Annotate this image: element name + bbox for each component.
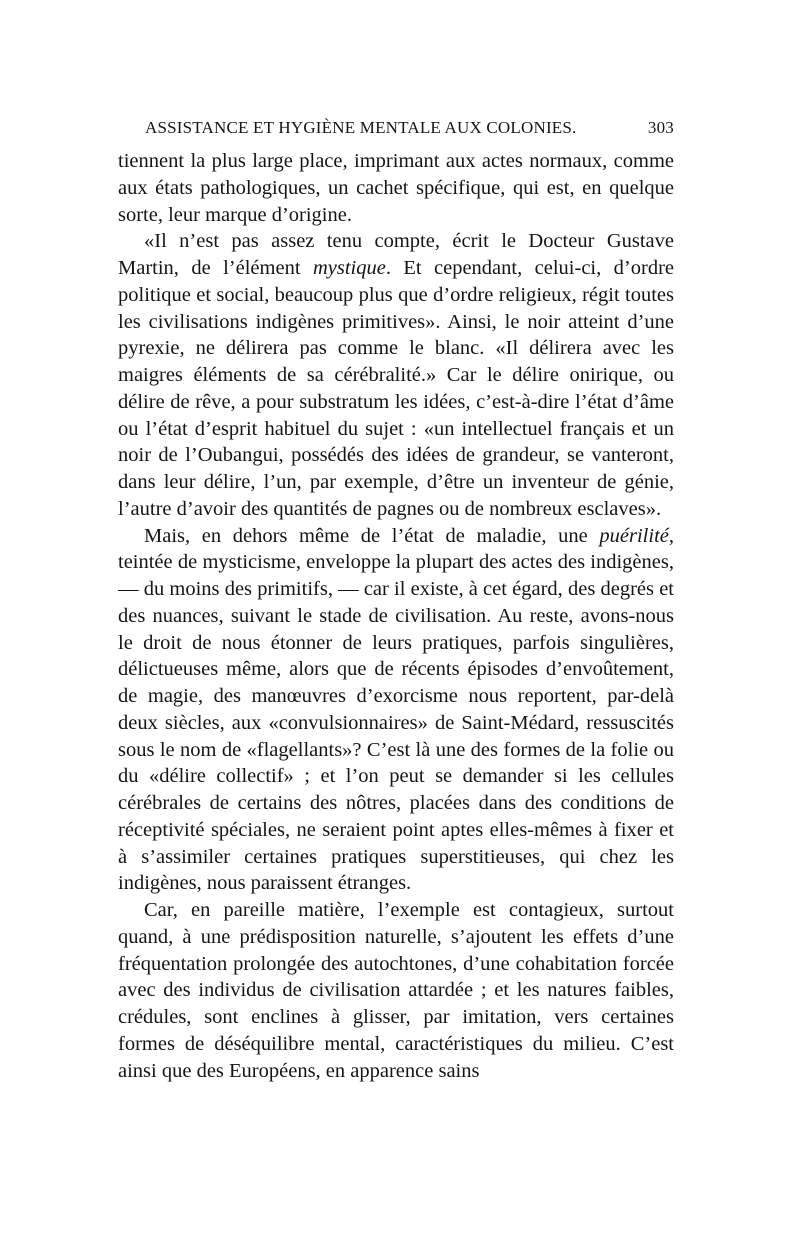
text-run: Mais, en dehors même de l’état de maladie, une bbox=[144, 524, 600, 547]
book-page bbox=[118, 118, 674, 1084]
paragraph-1 bbox=[118, 148, 674, 228]
italic-term-mystique: mystique bbox=[312, 257, 386, 279]
text-run: , teintée de mysticisme, enveloppe la plupart des actes des indigènes, — du moins des primitifs, — car il existe, à cet égard, des degrés et des nuances, suivant le stade de civilisation. Au reste, avons-nous le droit de nous étonner de leurs pratiques, parfois singulières, délictueuses même, alors que de récents épisodes d’envoûtement, de magie, des manœuvres d’exorcisme nous reportent, par-delà deux siècles, aux «convulsionnaires» de Saint-Médard, ressuscités sous le nom de «flagellants»? C’est là une des formes de la folie ou du «délire collectif» ; et l’on peut se demander si les cellules cérébrales de certains des nôtres, placées dans des conditions de réceptivité spéciales, ne seraient point aptes elles-mêmes à fixer et à s’assimiler certaines pratiques superstitieuses, qui chez les indigènes, nous paraissent étranges. bbox=[118, 524, 674, 895]
text-run: Car, en pareille matière, l’exemple est contagieux, surtout quand, à une prédisposition naturelle, s’ajoutent les effets d’une fréquentation prolongée des autochtones, d’une cohabitation forcée avec des individus de civilisation attardée ; et les natures faibles, crédules, sont enclines à glisser, par imitation, vers certaines formes de déséquilibre mental, caractéristiques du milieu. C’est ainsi que des Européens, en apparence sains bbox=[118, 899, 674, 1082]
running-title: ASSISTANCE ET HYGIÈNE MENTALE AUX COLONIES. bbox=[145, 118, 577, 137]
italic-term-puerilite: puérilité bbox=[599, 524, 669, 547]
text-run: . Et cependant, celui-ci, d’ordre politique et social, beaucoup plus que d’ordre religieux, régit toutes les civilisations indigènes primitives». Ainsi, le noir atteint d’une pyrexie, ne délirera pas comme le blanc. «Il délirera avec les maigres éléments de sa cérébralité.» Car le délire onirique, ou délire de rêve, a pour substratum les idées, c’est-à-dire l’état d’âme ou l’état d’esprit habituel du sujet : «un intellectuel français et un noir de l’Oubangui, possédés des idées de grandeur, se vanteront, dans leur délire, l’un, par exemple, d’être un inventeur de génie, l’autre d’avoir des quantités de pagnes ou de nombreux esclaves». bbox=[118, 257, 674, 520]
text-run: tiennent la plus large place, imprimant aux actes normaux, comme aux états pathologiques, un cachet spécifique, qui est, en quelque sorte, leur marque d’origine. bbox=[118, 150, 674, 226]
paragraph-4 bbox=[118, 897, 674, 1084]
body-text bbox=[118, 148, 674, 1084]
paragraph-2 bbox=[118, 228, 674, 522]
text-run: «Il n’est pas assez tenu compte, écrit le Docteur Gustave Martin, de l’élément bbox=[118, 230, 674, 279]
page-number: 303 bbox=[647, 118, 674, 137]
running-head bbox=[118, 118, 674, 148]
paragraph-3 bbox=[118, 523, 674, 898]
